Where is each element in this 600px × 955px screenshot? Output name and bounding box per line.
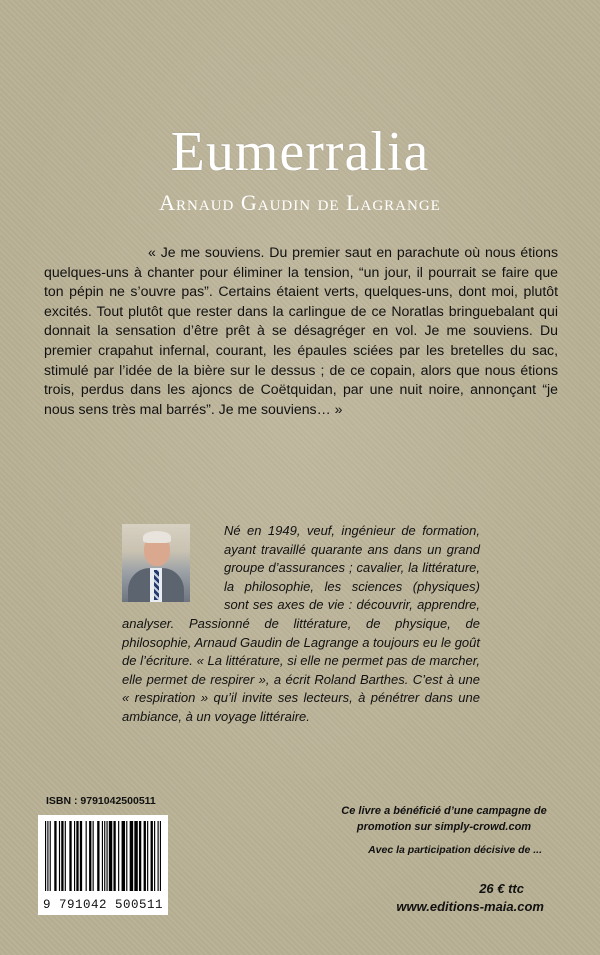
- book-title: Eumerralia: [170, 121, 430, 183]
- barcode-digits: 9 791042 500511: [42, 898, 164, 912]
- back-cover-quote: « Je me souviens. Du premier saut en parachute où nous étions quelques-uns à chanter pour éliminer la tension, “un jour, il pourrait se faire que ton pépin ne s’ouvre pas”. Certains étaient verts, quelques-uns, dont moi, plutôt excités. Tout plutôt que rester dans la carlingue de ce Noratlas bringuebalant qui donnait la sensation d’être prêt à se désagréger en vol. Je me souviens. Du premier crapahut infernal, courant, les épaules sciées par les bretelles du sac, stimulé par l’idée de la bière sur le dessus ; de ce copain, alors que nous étions trois, perdus dans les ajoncs de Coëtquidan, par une nuit noire, annonçant “je nous sens très mal barrés”. Je me souviens… »: [44, 244, 558, 417]
- author-bio: [122, 522, 480, 727]
- barcode-icon: [44, 821, 162, 893]
- author-bio-text: Né en 1949, veuf, ingénieur de formation, ayant travaillé quarante ans dans un grand groupe d’assurances ; cavalier, la littérature, la philosophie, les sciences (physiques) sont ses axes de vie : découvrir, apprendre, analyser. Passionné de littérature, de physique, de philosophie, Arnaud Gaudin de Lagrange a toujours eu le goût de l’écriture. « La littérature, si elle ne permet pas de marcher, elle permet de respirer », a écrit Roland Barthes. C’est à une « respiration » qu’il invite ses lecteurs, à pénétrer dans une ambiance, à un voyage littéraire.: [122, 523, 481, 724]
- promotion-note: Ce livre a bénéficié d’une campagne de promotion sur simply-crowd.com: [341, 805, 547, 833]
- price: 26 € ttc: [479, 881, 524, 896]
- isbn-label: ISBN : 9791042500511: [46, 795, 156, 807]
- publisher-website[interactable]: www.editions-maia.com: [396, 899, 544, 914]
- author-name: Arnaud Gaudin de Lagrange: [159, 190, 441, 215]
- barcode: [38, 815, 168, 915]
- participation-note: Avec la participation décisive de ...: [368, 844, 542, 856]
